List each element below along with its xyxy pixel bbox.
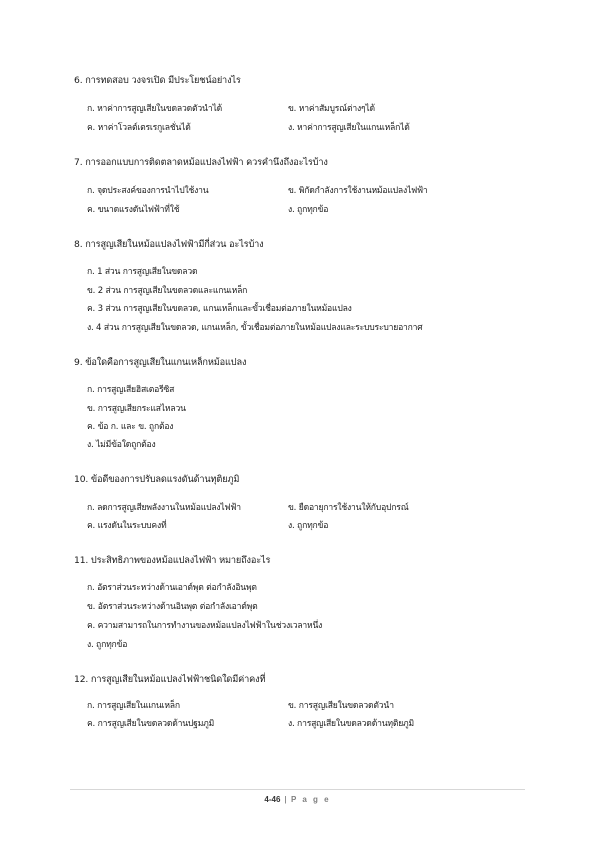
- question-12-title: 12. การสูญเสียในหม้อแปลงไฟฟ้าชนิดใดมีค่าคงที่: [74, 674, 266, 685]
- footer-separator: |: [284, 795, 287, 804]
- footer-page-label: P a g e: [290, 795, 331, 804]
- question-10-option-c: ค. แรงดันในระบบคงที่: [87, 521, 167, 531]
- question-7-title: 7. การออกแบบการติดตลาดหม้อแปลงไฟฟ้า ควรคำนึงถึงอะไรบ้าง: [74, 157, 328, 168]
- question-11-title: 11. ประสิทธิภาพของหม้อแปลงไฟฟ้า หมายถึงอะไร: [74, 555, 271, 566]
- question-11-option-a: ก. อัตราส่วนระหว่างด้านเอาต์พุต ต่อกำลังอินพุต: [87, 583, 257, 593]
- question-12-option-d: ง. การสูญเสียในขดลวดด้านทุติยภูมิ: [288, 719, 414, 729]
- question-9-option-a: ก. การสูญเสียฮิสเตอรีซิส: [87, 385, 175, 395]
- question-11-option-d: ง. ถูกทุกข้อ: [87, 640, 128, 650]
- question-11-option-c: ค. ความสามารถในการทำงานของหม้อแปลงไฟฟ้าในช่วงเวลาหนึ่ง: [87, 621, 323, 631]
- question-6-option-d: ง. หาค่าการสูญเสียในแกนเหล็กได้: [288, 123, 410, 133]
- question-6-option-b: ข. หาค่าสัมบูรณ์ต่างๆได้: [288, 104, 375, 114]
- question-8-option-d: ง. 4 ส่วน การสูญเสียในขดลวด, แกนเหล็ก, ขั้วเชื่อมต่อภายในหม้อแปลงและระบบระบายอากาศ: [87, 323, 423, 333]
- question-7-option-b: ข. พิกัดกำลังการใช้งานหม้อแปลงไฟฟ้า: [288, 186, 428, 196]
- footer-divider: [70, 789, 525, 790]
- question-10-title: 10. ข้อดีของการปรับลดแรงดันด้านทุติยภูมิ: [74, 474, 240, 485]
- question-7-option-a: ก. จุดประสงค์ของการนำไปใช้งาน: [87, 186, 209, 196]
- question-11-option-b: ข. อัตราส่วนระหว่างด้านอินพุต ต่อกำลังเอาต์พุต: [87, 602, 258, 612]
- question-10-option-a: ก. ลดการสูญเสียพลังงานในหม้อแปลงไฟฟ้า: [87, 503, 241, 513]
- question-9-option-b: ข. การสูญเสียกระแสไหลวน: [87, 404, 186, 414]
- question-10-option-b: ข. ยืดอายุการใช้งานให้กับอุปกรณ์: [288, 503, 409, 513]
- question-7-option-c: ค. ขนาดแรงดันไฟฟ้าที่ใช้: [87, 205, 180, 215]
- question-6-option-a: ก. หาค่าการสูญเสียในขดลวดตัวนำได้: [87, 104, 222, 114]
- question-6-title: 6. การทดสอบ วงจรเปิด มีประโยชน์อย่างไร: [74, 75, 241, 86]
- question-12-option-b: ข. การสูญเสียในขดลวดตัวนำ: [288, 701, 394, 711]
- question-9-option-d: ง. ไม่มีข้อใดถูกต้อง: [87, 440, 156, 450]
- question-8-option-c: ค. 3 ส่วน การสูญเสียในขดลวด, แกนเหล็กและขั้วเชื่อมต่อภายในหม้อแปลง: [87, 304, 352, 314]
- question-8-option-a: ก. 1 ส่วน การสูญเสียในขดลวด: [87, 267, 198, 277]
- question-10-option-d: ง. ถูกทุกข้อ: [288, 521, 329, 531]
- question-7-option-d: ง. ถูกทุกข้อ: [288, 205, 329, 215]
- question-6-option-c: ค. หาค่าโวลต์เตรเรกูเลชั่นได้: [87, 123, 191, 133]
- question-9-option-c: ค. ข้อ ก. และ ข. ถูกต้อง: [87, 422, 174, 432]
- question-12-option-a: ก. การสูญเสียในแกนเหล็ก: [87, 701, 180, 711]
- question-8-title: 8. การสูญเสียในหม้อแปลงไฟฟ้ามีกี่ส่วน อะไรบ้าง: [74, 239, 264, 250]
- page-footer: [0, 795, 595, 804]
- footer-page-number: 4-46: [264, 795, 281, 804]
- question-12-option-c: ค. การสูญเสียในขดลวดด้านปฐมภูมิ: [87, 719, 215, 729]
- question-9-title: 9. ข้อใดคือการสูญเสียในแกนเหล็กหม้อแปลง: [74, 357, 247, 368]
- question-8-option-b: ข. 2 ส่วน การสูญเสียในขดลวดและแกนเหล็ก: [87, 286, 248, 296]
